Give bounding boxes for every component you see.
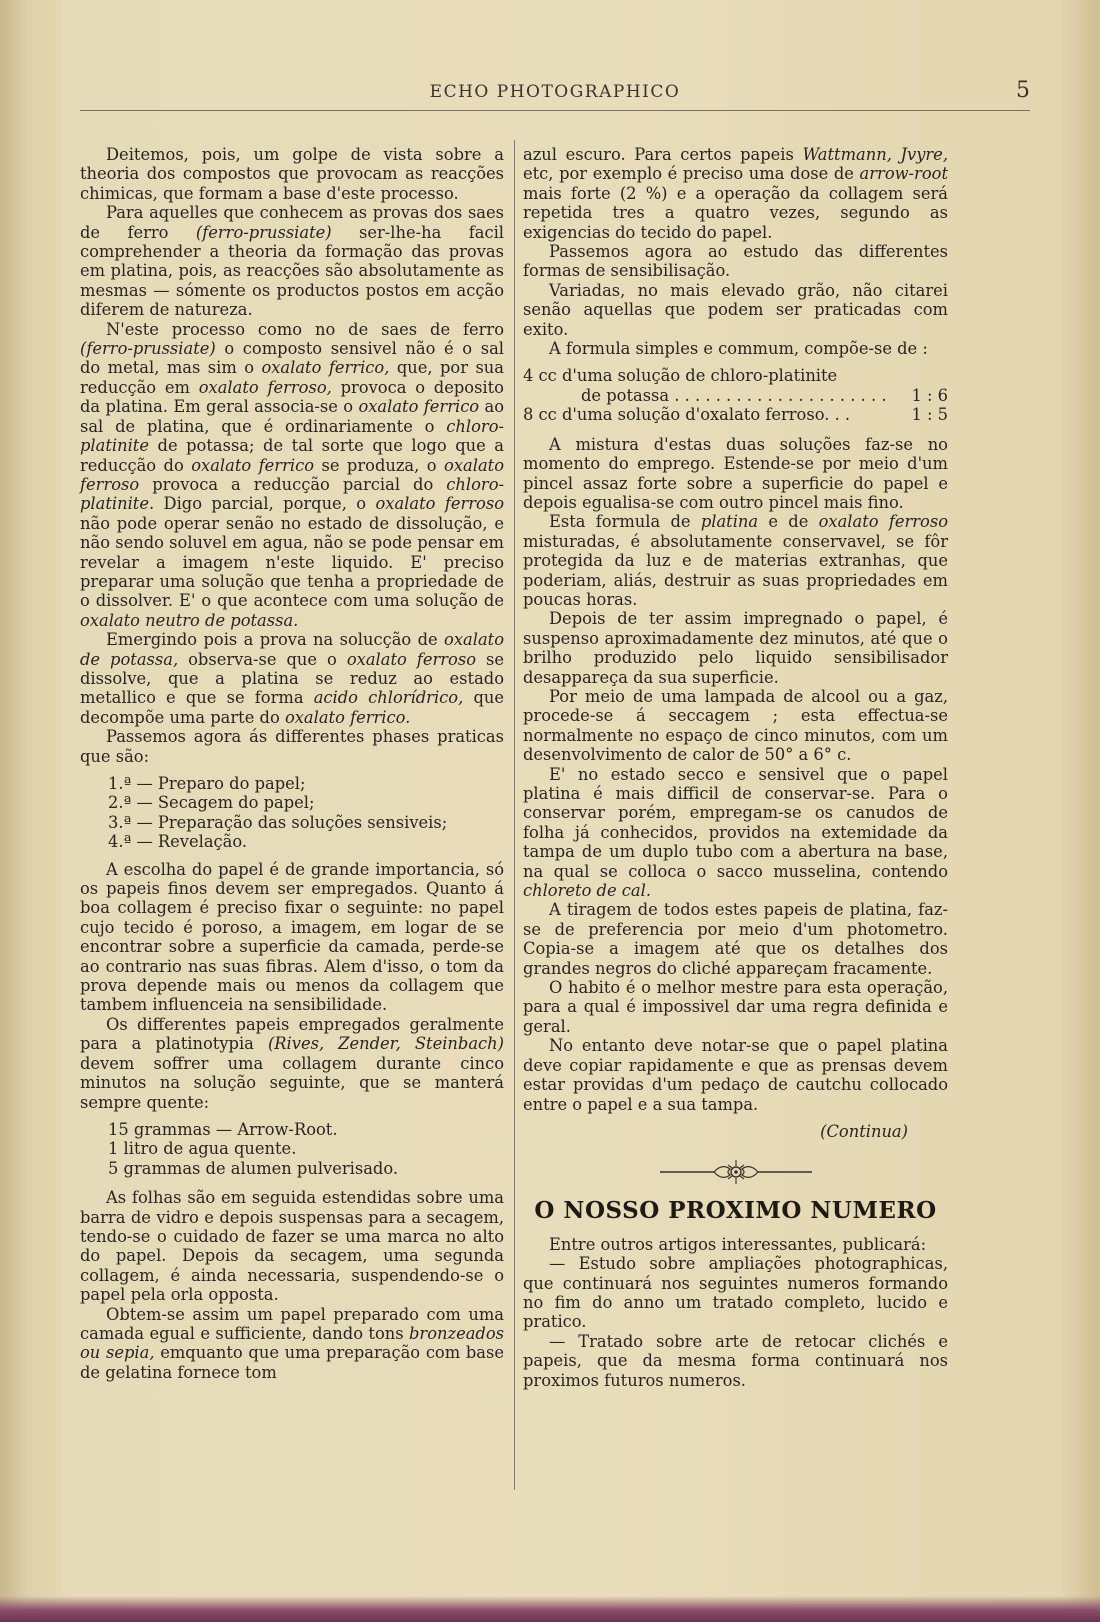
paragraph: Variadas, no mais elevado grão, não citarei senão aquellas que podem ser praticadas com exito.	[523, 280, 948, 339]
paragraph	[523, 145, 948, 242]
text-run: de potassa; de tal sorte que logo que a reducção do	[80, 436, 504, 475]
italic-term: (Rives, Zender, Steinbach)	[267, 1034, 504, 1054]
text-run: Digo parcial, porque, o	[154, 494, 376, 514]
italic-term: chloro-platinite	[80, 416, 504, 456]
list-item: 2.ª — Secagem do papel;	[108, 793, 315, 813]
italic-term: chloreto de cal.	[523, 881, 651, 901]
paragraph: Por meio de uma lampada de alcool ou a gaz, procede-se á seccagem ; esta effectua-se normalmente no espaço de cinco minutos, com um desenvolvimento de calor de 50° a 6° c.	[523, 686, 948, 765]
text-run: azul escuro. Para certos papeis	[523, 145, 803, 164]
column-divider	[514, 140, 515, 1490]
list-item: 4.ª — Revelação.	[108, 832, 248, 852]
text-run: misturadas, é absolutamente conservavel, se fôr protegida da luz e de materias extranhas, que poderiam, aliás, destruir as suas propriedades em poucas horas.	[523, 531, 948, 609]
italic-term: oxalato ferrico,	[261, 358, 390, 378]
italic-term: acido chlorídrico,	[313, 688, 464, 708]
recipe-list	[108, 1120, 504, 1178]
paragraph: Depois de ter assim impregnado o papel, é suspenso aproximadamente dez minutos, até que o brilho produzido pelo liquido sensibilisador desappareça da sua superficie.	[523, 609, 948, 687]
text-run: que, por sua reducção em	[80, 358, 504, 397]
italic-term: oxalato de potassa,	[80, 630, 504, 669]
italic-term: oxalato ferrico	[358, 397, 480, 417]
italic-term: oxalato neutro de potassa.	[80, 610, 299, 630]
italic-term: oxalato ferrico.	[284, 707, 411, 727]
running-title: ECHO PHOTOGRAPHICO	[429, 82, 681, 102]
italic-term: bronzeados ou sepia,	[80, 1323, 504, 1363]
paragraph: — Tratado sobre arte de retocar clichés e papeis, que da mesma forma continuará nos proximos futuros numeros.	[523, 1331, 948, 1390]
list-item: 1 litro de agua quente.	[108, 1139, 297, 1159]
formula-text: 4 cc d'uma solução de chloro-platinite	[523, 366, 838, 386]
paragraph: A formula simples e commum, compõe-se de :	[549, 339, 928, 359]
formula-text: 8 cc d'uma solução d'oxalato ferroso. . .	[523, 405, 851, 425]
formula-row	[523, 386, 948, 405]
text-run: devem soffrer uma collagem durante cinco minutos na solução seguinte, que se manterá sempre quente:	[80, 1053, 504, 1112]
right-column	[523, 145, 948, 1390]
text-run: o composto sensivel não é o sal do metal, mas sim o	[80, 339, 504, 378]
list-item: 1.ª — Preparo do papel;	[108, 774, 306, 793]
ornament-divider-icon	[656, 1157, 816, 1187]
list-item: 3.ª — Preparação das soluções sensiveis;	[108, 812, 448, 832]
italic-term: (ferro-prussiate)	[195, 222, 332, 242]
text-run: se produza, o	[314, 455, 445, 475]
text-run: que decompõe uma parte do	[80, 688, 505, 727]
paragraph: As folhas são em seguida estendidas sobre uma barra de vidro e depois suspensas para a secagem, tendo-se o cuidado de fazer se uma marca no alto do papel. Depois da secagem, uma segunda collagem, é ainda necessaria, suspendendo-se o papel pela orla opposta.	[80, 1188, 504, 1305]
section-heading: O NOSSO PROXIMO NUMERO	[534, 1197, 937, 1225]
text-run: e de	[758, 512, 819, 532]
italic-term: chloro-platinite.	[80, 474, 504, 514]
formula-ratio: 1 : 5	[911, 405, 948, 425]
formula-row	[523, 405, 948, 424]
paragraph: A tiragem de todos estes papeis de platina, faz-se de preferencia por meio d'um photometro. Copia-se a imagem até que os detalhes dos grandes negros do cliché appareçam fracamente.	[523, 900, 948, 978]
formula-ratio: 1 : 6	[911, 385, 948, 405]
text-run: Para aquelles que conhecem as provas dos saes de ferro	[80, 203, 504, 242]
paragraph	[80, 320, 504, 631]
paragraph: — Estudo sobre ampliações photographicas, que continuará nos seguintes numeros formando no fim do anno um tratado completo, lucido e pratico.	[523, 1254, 948, 1332]
italic-term: oxalato ferroso	[818, 512, 948, 532]
paragraph: Entre outros artigos interessantes, publicará:	[549, 1234, 927, 1254]
italic-term: oxalato ferroso	[346, 649, 476, 669]
italic-term: platina	[700, 512, 759, 532]
italic-term: oxalato ferroso	[375, 494, 505, 514]
paragraph: O habito é o melhor mestre para esta operação, para a qual é impossivel dar uma regra definida e geral.	[523, 978, 948, 1036]
formula-text: de potassa . . . . . . . . . . . . . . . . . . . . .	[581, 385, 887, 405]
text-run: não pode operar senão no estado de dissolução, e não sendo soluvel em agua, não se pode pensar em revelar a imagem n'este liquido. E' preciso preparar uma solução que tenha a propriedade de o dissolver. E' o que acontece com uma solução de	[80, 513, 504, 611]
italic-term: oxalato ferrico	[191, 455, 315, 475]
continua-note: (Continua)	[820, 1121, 908, 1141]
paragraph: A mistura d'estas duas soluções faz-se no momento do emprego. Estende-se por meio d'um pincel assaz forte sobre a superficie do papel e depois egualisa-se com outro pincel mais fino.	[523, 434, 948, 512]
italic-term: (ferro-prussiate)	[80, 339, 216, 359]
page-header	[80, 80, 1030, 111]
paragraph: Passemos agora ás differentes phases praticas que são:	[80, 727, 504, 766]
text-run: ser-lhe-ha facil comprehender a theoria da formação das provas em platina, pois, as reacções são absolutamente as mesmas — sómente os productos postos em acção diferem de natureza.	[80, 222, 504, 320]
list-item: 15 grammas — Arrow-Root.	[108, 1119, 338, 1139]
italic-term: oxalato ferroso	[80, 455, 504, 494]
text-run: mais forte (2 %) e a operação da collagem será repetida tres a quatro vezes, segundo as exigencias do tecido do papel.	[523, 183, 948, 242]
text-run: Esta formula de	[549, 512, 701, 532]
paragraph	[80, 1015, 504, 1112]
list-item: 5 grammas de alumen pulverisado.	[108, 1158, 399, 1178]
text-run: etc, por exemplo é preciso uma dose de	[523, 164, 860, 184]
text-run: emquanto que uma preparação com base de gelatina fornece tom	[80, 1343, 504, 1382]
text-run: provoca a reducção parcial do	[139, 474, 447, 494]
text-run: Os differentes papeis empregados geralmente para a platinotypia	[80, 1014, 504, 1054]
italic-term: Wattmann, Jvyre,	[802, 145, 948, 164]
text-run: Emergindo pois a prova na solucção de	[106, 630, 445, 650]
text-run: se dissolve, que a platina se reduz ao estado metallico e que se forma	[80, 649, 504, 708]
paragraph: Deitemos, pois, um golpe de vista sobre a theoria dos compostos que provocam as reacções chimicas, que formam a base d'este processo.	[80, 145, 504, 203]
paragraph: Passemos agora ao estudo das differentes formas de sensibilisação.	[523, 242, 948, 281]
page-number: 5	[1016, 78, 1030, 103]
paragraph	[80, 203, 504, 319]
left-column	[80, 145, 504, 1382]
formula-row	[523, 366, 948, 385]
text-run: E' no estado secco e sensivel que o papel platina é mais difficil de conservar-se. Para o conservar porém, empregam-se os canudos de folha já conhecidos, providos na extemidade da tampa de um duplo tubo com a abertura na base, na qual se colloca o sacco musselina, contendo	[523, 764, 948, 881]
paragraph	[80, 1305, 504, 1383]
paragraph	[523, 512, 948, 609]
paragraph: No entanto deve notar-se que o papel platina deve copiar rapidamente e que as prensas devem estar providas d'um pedaço de cautchu collocado entre o papel e a sua tampa.	[523, 1036, 948, 1114]
italic-term: arrow-root	[859, 164, 948, 184]
text-run: observa-se que o	[178, 649, 347, 669]
paragraph: A escolha do papel é de grande importancia, só os papeis finos devem ser empregados. Quanto á boa collagem é preciso fixar o seguinte: no papel cujo tecido é poroso, a imagem, em logar de se encontrar sobre a superficie da camada, perde-se ao contrario nas suas fibras. Alem d'isso, o tom da prova depende mais ou menos da collagem que tambem influenceia na sensibilidade.	[80, 859, 504, 1015]
phases-list	[108, 774, 504, 852]
text-run: provoca o deposito da platina. Em geral associa-se o	[80, 377, 504, 417]
paragraph	[80, 630, 504, 727]
italic-term: oxalato ferroso,	[198, 377, 332, 397]
paragraph	[523, 765, 948, 901]
formula-table	[523, 366, 948, 424]
text-run: ao sal de platina, que é ordinariamente o	[80, 397, 505, 436]
text-run: Obtem-se assim um papel preparado com uma camada egual e sufficiente, dando tons	[80, 1304, 504, 1343]
text-run: N'este processo como no de saes de ferro	[106, 319, 504, 339]
